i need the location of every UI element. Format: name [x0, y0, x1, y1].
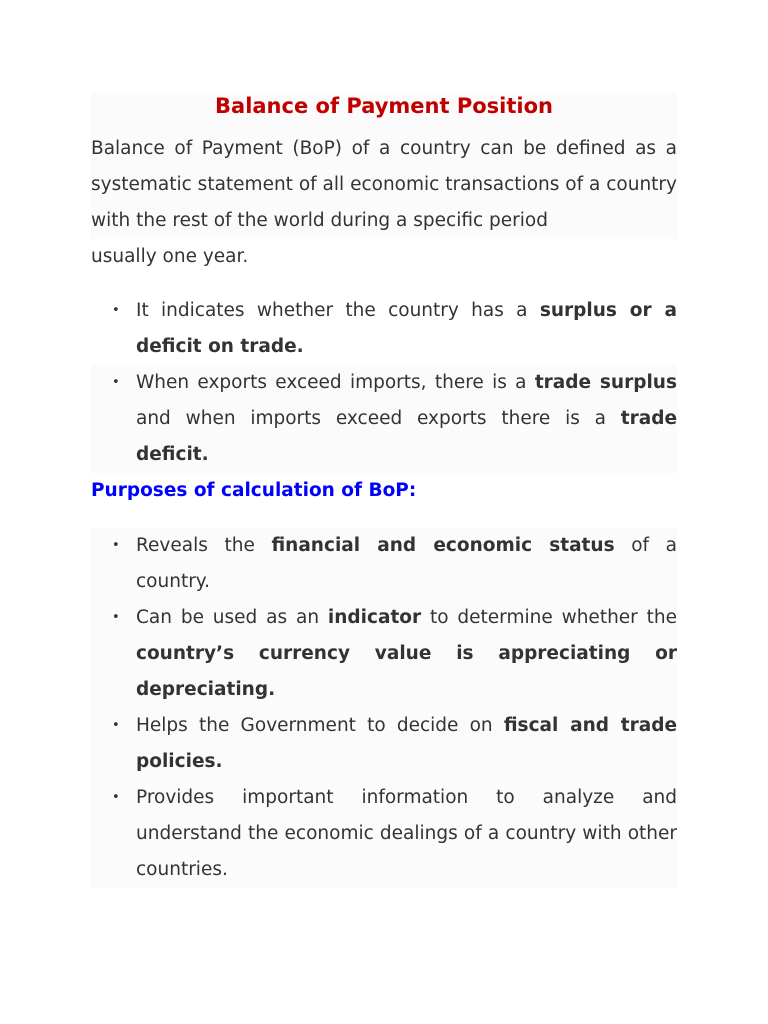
list-item: [91, 365, 677, 473]
list-item: [91, 600, 677, 708]
bullet-bold-text: fiscal and trade policies.: [136, 715, 677, 772]
bullet-text: Can be used as an: [136, 607, 328, 628]
bullet-icon: •: [112, 303, 120, 318]
bullet-bold-text: trade surplus: [534, 372, 677, 393]
bullet-text: of a country.: [136, 535, 677, 592]
section-heading: Purposes of calculation of BoP:: [91, 473, 677, 528]
bullet-bold-text: indicator: [327, 607, 422, 628]
list-item: [91, 708, 677, 780]
bullet-text: Helps the Government to decide on: [136, 715, 504, 736]
trade-bullet-list: [91, 293, 677, 473]
bullet-text: It indicates whether the country has a: [136, 300, 540, 321]
purposes-bullet-list: [91, 528, 677, 888]
bullet-text: Reveals the: [136, 535, 272, 556]
intro-paragraph-end: usually one year.: [91, 239, 677, 293]
bullet-text: to determine whether the: [421, 607, 677, 628]
bullet-text: and when imports exceed exports there is a: [136, 408, 621, 429]
list-item: [91, 780, 677, 888]
bullet-icon: •: [112, 790, 120, 805]
bullet-bold-text: surplus or a deficit on trade.: [136, 300, 677, 357]
document-title: Balance of Payment Position: [91, 93, 677, 131]
bullet-text: When exports exceed imports, there is a: [136, 372, 535, 393]
document: [91, 93, 677, 888]
intro-text: Balance of Payment (BoP) of a country can be defined as a systematic statement of all economic transactions of a country with the rest of the world during a specific period: [91, 138, 677, 231]
bullet-icon: •: [112, 375, 120, 390]
bullet-bold-text: trade deficit.: [136, 408, 677, 465]
bullet-text: Provides important information to analyze and understand the economic dealings of a country with other countries.: [136, 787, 677, 880]
bullet-bold-text: country’s currency value is appreciating or depreciating.: [136, 643, 677, 700]
list-item: [91, 528, 677, 600]
bullet-icon: •: [112, 610, 120, 625]
bullet-icon: •: [112, 538, 120, 553]
intro-paragraph: [91, 131, 677, 239]
bullet-icon: •: [112, 718, 120, 733]
bullet-bold-text: financial and economic status: [271, 535, 615, 556]
list-item: [91, 293, 677, 365]
